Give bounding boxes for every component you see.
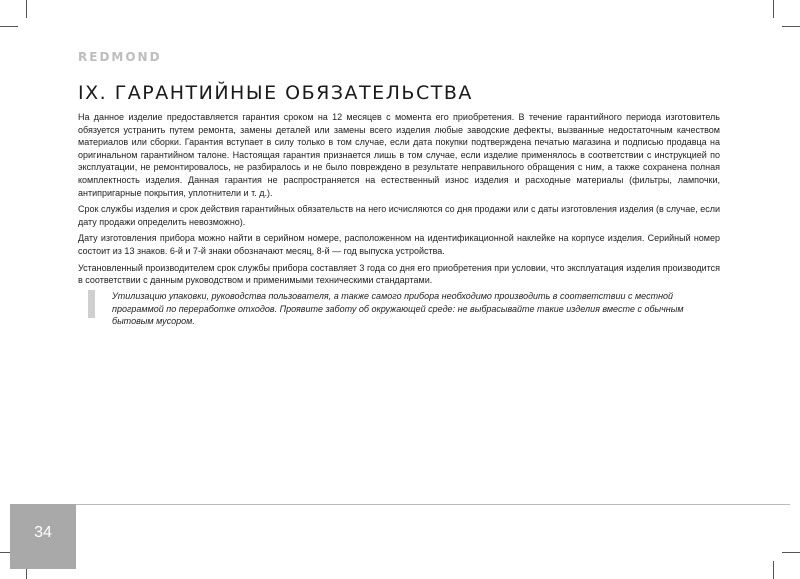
warranty-body xyxy=(78,111,720,291)
crop-mark-left-top xyxy=(0,26,18,27)
paragraph-manufacture-date: Дату изготовления прибора можно найти в серийном номере, расположенном на идентификационной наклейке на корпусе изделия. Серийный номер состоит из 13 знаков. 6-й и 7-й знаки обозначают месяц, 8-й — год выпуска устройства. xyxy=(78,233,720,256)
note-accent-bar xyxy=(88,290,95,318)
crop-mark-right-bottom xyxy=(782,552,800,553)
crop-mark-right-top xyxy=(782,26,800,27)
section-title: IX. ГАРАНТИЙНЫЕ ОБЯЗАТЕЛЬСТВА xyxy=(78,82,473,104)
paragraph-warranty-terms: На данное изделие предоставляется гарантия сроком на 12 месяцев с момента его приобретения. В течение гарантийного периода изготовитель обязуется устранить путем ремонта, замены деталей или замены всего изделия любые заводские дефекты, вызванные недостаточным качеством материалов или сборки. Гарантия вступает в силу только в том случае, если дата покупки подтверждена печатью магазина и подписью продавца на оригинальном гарантийном талоне. Настоящая гарантия признается лишь в том случае, если изделие применялось в соответствии с инструкцией по эксплуатации, не ремонтировалось, не разбиралось и не было повреждено в результате неправильного обращения с ним, а также сохранена полная комплектность изделия. Данная гарантия не распространяется на естественный износ изделия и расходные материалы (фильтры, лампочки, антипригарные покрытия, уплотнители и т. д.). xyxy=(78,112,720,198)
page-number-box xyxy=(10,504,76,569)
note-text: Утилизацию упаковки, руководства пользователя, а также самого прибора необходимо производить в соответствии с местной программой по переработке отходов. Проявите заботу об окружающей среде: не выбрасывайте такие изделия вместе с обычным бытовым мусором. xyxy=(112,291,684,327)
footer-divider xyxy=(10,504,790,505)
brand-logo: REDMOND xyxy=(78,50,162,64)
page-number: 34 xyxy=(34,524,52,541)
paragraph-lifetime: Установленный производителем срок службы прибора составляет 3 года со дня его приобретения при условии, что эксплуатация изделия производится в соответствии с данным руководством и применимыми техническими стандартами. xyxy=(78,262,720,286)
crop-mark-top-right xyxy=(773,0,774,18)
crop-mark-bottom-right xyxy=(773,561,774,579)
crop-mark-top-left xyxy=(26,0,27,18)
paragraph-service-life: Срок службы изделия и срок действия гарантийных обязательств на него исчисляются со дня продажи или с даты изготовления изделия (в случае, если дату продажи определить невозможно). xyxy=(78,204,720,227)
recycling-note xyxy=(88,290,720,327)
